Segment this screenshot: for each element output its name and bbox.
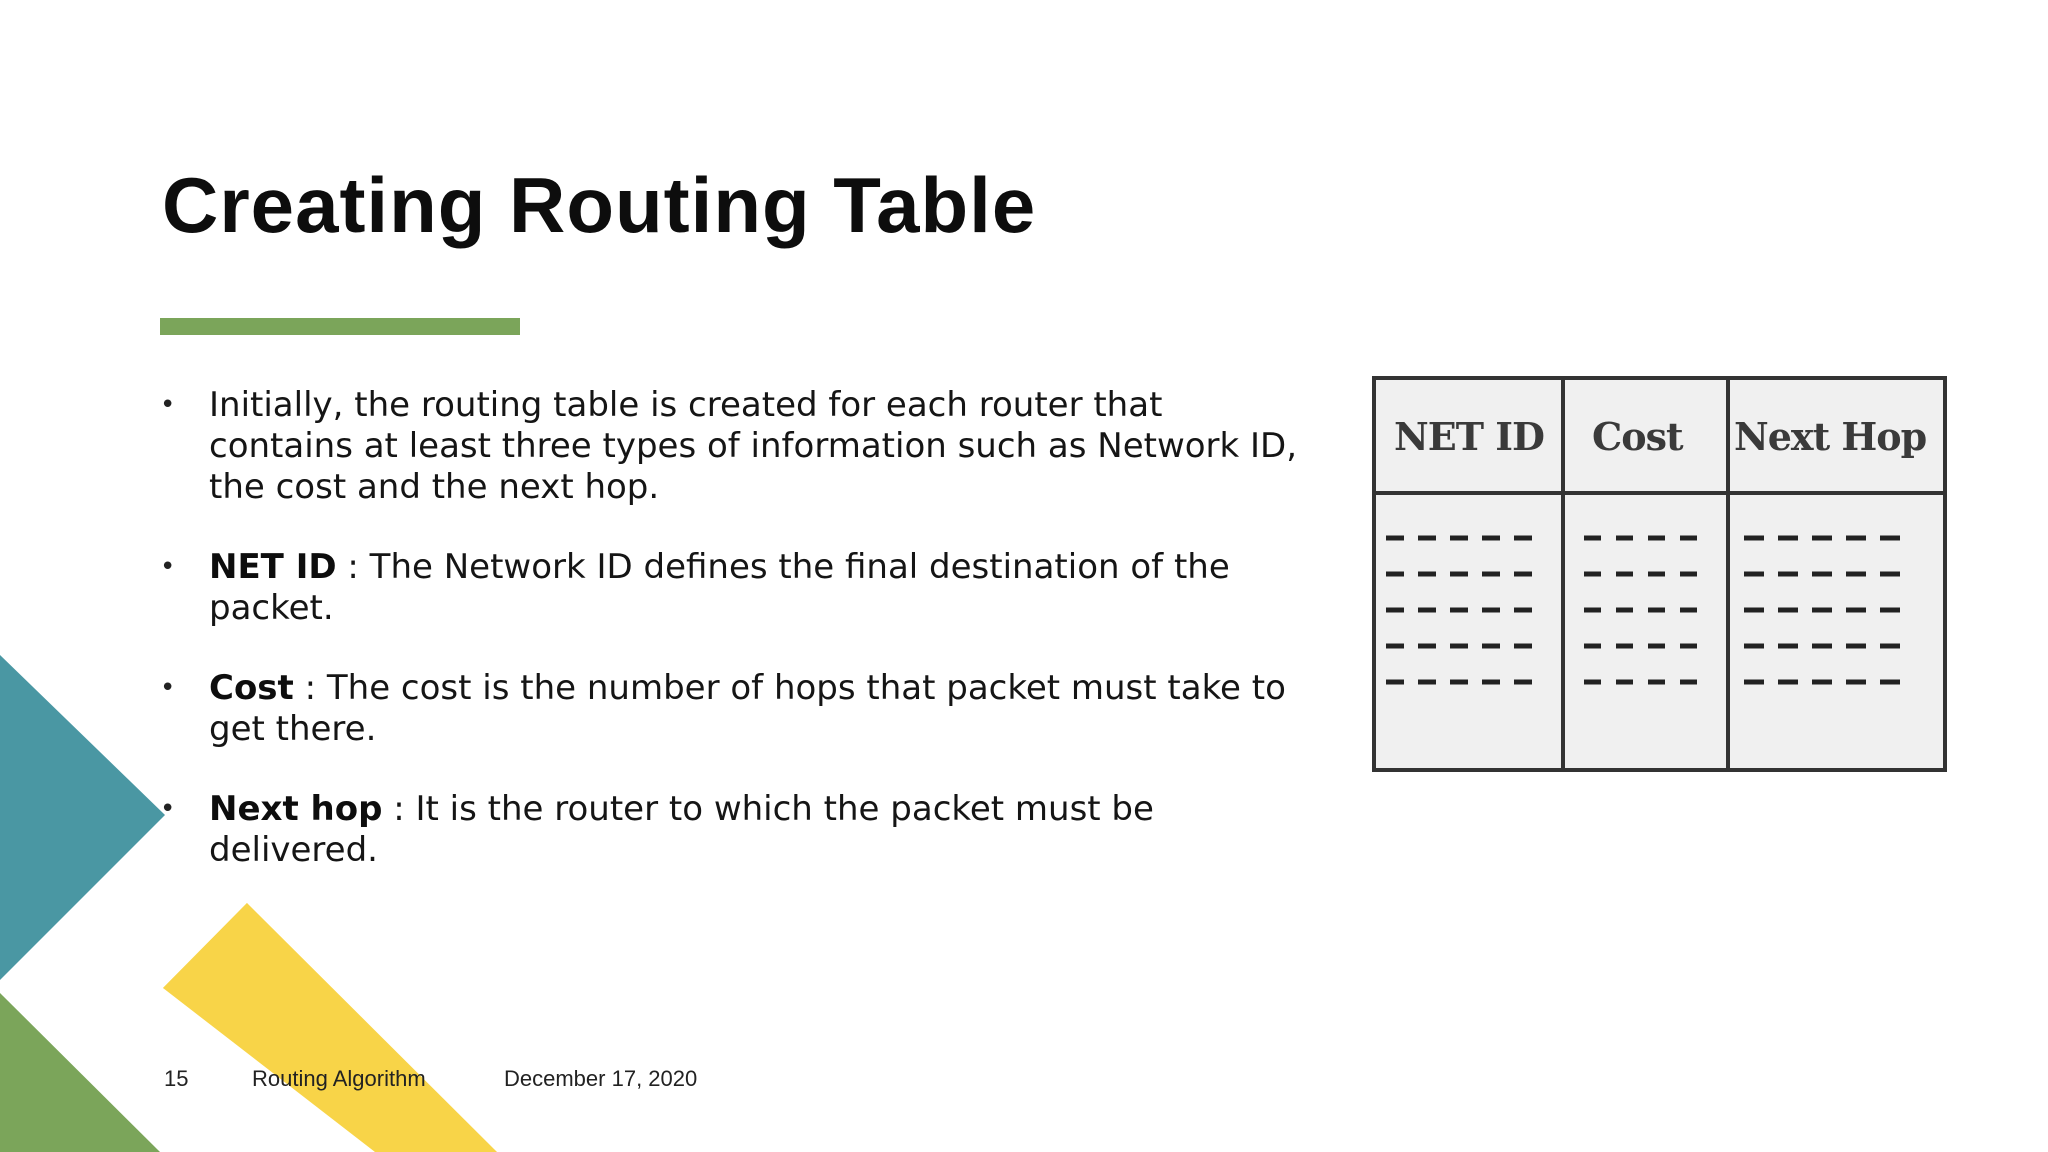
green-triangle-shape — [0, 993, 160, 1152]
footer-subject: Routing Algorithm — [252, 1066, 426, 1091]
bullet-term: NET ID — [209, 547, 337, 587]
bullet-text: It is the router to which the packet must be delivered. — [209, 789, 1154, 870]
bullet-dot: • — [160, 390, 176, 420]
header-net-id: NET ID — [1394, 414, 1544, 459]
placeholder-dashes — [1386, 538, 1900, 682]
bullet-item — [160, 385, 1300, 508]
slide-title: Creating Routing Table — [162, 161, 1037, 249]
bullet-item — [160, 789, 1300, 871]
teal-triangle-shape — [0, 655, 165, 980]
bullet-item — [160, 547, 1300, 629]
bullet-separator: : — [336, 547, 370, 587]
bullet-text: Initially, the routing table is created for each router that contains at least three types of information such as Network ID, the cost and the next hop. — [209, 385, 1298, 507]
yellow-band-fill — [163, 903, 497, 1152]
bullet-list — [160, 385, 1300, 910]
footer-page-number: 15 — [164, 1066, 189, 1091]
bullet-separator: : — [382, 789, 416, 829]
bullet-item — [160, 668, 1300, 750]
bullet-separator: : — [293, 668, 327, 708]
bullet-dot: • — [160, 552, 176, 582]
header-cost: Cost — [1592, 414, 1683, 459]
bullet-term: Next hop — [209, 789, 383, 829]
routing-table-image — [1372, 376, 1947, 772]
bullet-term: Cost — [209, 668, 294, 708]
bullet-dot: • — [160, 794, 176, 824]
header-next-hop: Next Hop — [1734, 414, 1927, 459]
title-underline-bar — [160, 318, 520, 335]
bullet-dot: • — [160, 673, 176, 703]
bullet-text: The Network ID defines the final destination of the packet. — [209, 547, 1230, 628]
bullet-text: The cost is the number of hops that packet must take to get there. — [209, 668, 1286, 749]
footer-date: December 17, 2020 — [504, 1066, 698, 1091]
